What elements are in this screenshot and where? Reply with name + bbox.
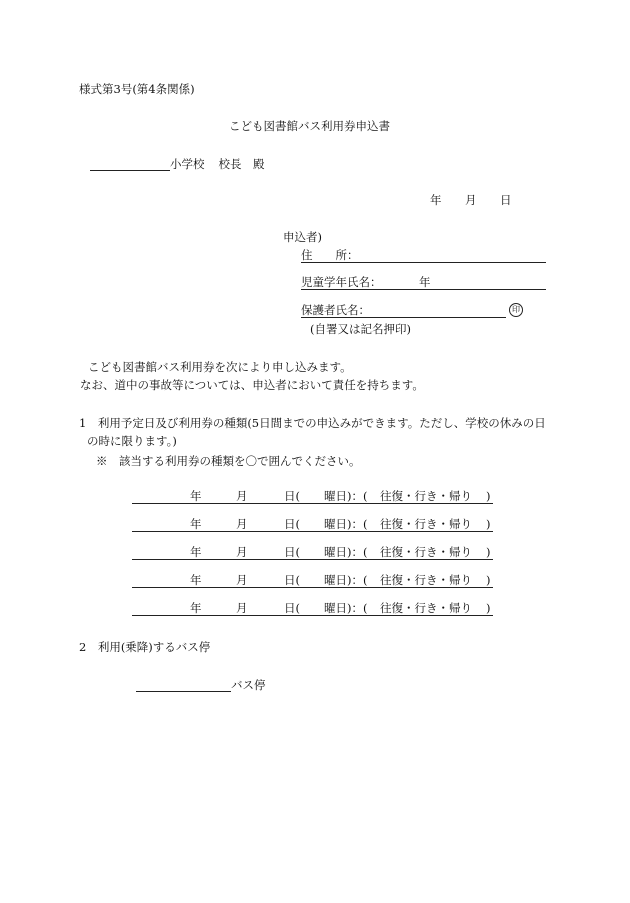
document-title: こども図書館バス利用券申込書	[229, 119, 390, 133]
row-day: 日(	[284, 573, 300, 587]
row-month: 月	[236, 517, 248, 531]
row-weekday: 曜日)：(	[324, 489, 368, 503]
section1-line-2: の時に限ります。)	[87, 434, 177, 448]
school-suffix: 小学校	[170, 157, 205, 171]
row-weekday: 曜日)：(	[324, 601, 368, 615]
row-year: 年	[190, 573, 202, 587]
row-close: )	[486, 545, 491, 559]
date-day: 日	[500, 193, 512, 207]
row-day: 日(	[284, 545, 300, 559]
bus-stop-suffix: バス停	[231, 678, 266, 692]
section2-heading: 2 利用(乗降)するバス停	[79, 640, 211, 654]
child-label: 児童学年氏名：	[301, 275, 382, 289]
usage-row[interactable]	[132, 517, 493, 532]
child-grade-label: 年	[419, 275, 431, 289]
row-month: 月	[236, 573, 248, 587]
intro-line-1: こども図書館バス利用券を次により申し込みます。	[88, 360, 352, 374]
row-weekday: 曜日)：(	[324, 517, 368, 531]
usage-row[interactable]	[132, 545, 493, 560]
school-name-field[interactable]	[90, 156, 170, 171]
row-close: )	[486, 601, 491, 615]
row-day: 日(	[284, 601, 300, 615]
row-year: 年	[190, 517, 202, 531]
date-year: 年	[430, 193, 442, 207]
address-label: 住 所：	[301, 248, 359, 262]
row-ticket-options[interactable]: 往復・行き・帰り	[380, 573, 472, 587]
usage-row[interactable]	[132, 573, 493, 588]
row-year: 年	[190, 601, 202, 615]
usage-row[interactable]	[132, 489, 493, 504]
row-day: 日(	[284, 517, 300, 531]
row-ticket-options[interactable]: 往復・行き・帰り	[380, 489, 472, 503]
row-weekday: 曜日)：(	[324, 573, 368, 587]
row-ticket-options[interactable]: 往復・行き・帰り	[380, 601, 472, 615]
address-field[interactable]	[301, 262, 546, 263]
row-day: 日(	[284, 489, 300, 503]
row-year: 年	[190, 489, 202, 503]
applicant-heading: 申込者)	[283, 230, 322, 244]
addressee-line	[90, 156, 265, 171]
signature-note: (自署又は記名押印)	[310, 322, 411, 336]
row-ticket-options[interactable]: 往復・行き・帰り	[380, 517, 472, 531]
intro-line-2: なお、道中の事故等については、申込者において責任を持ちます。	[80, 378, 424, 392]
section1-note: ※ 該当する利用券の種類を〇で囲んでください。	[96, 454, 361, 468]
seal-icon: 印	[509, 303, 523, 317]
row-month: 月	[236, 545, 248, 559]
guardian-label: 保護者氏名：	[301, 303, 370, 317]
row-weekday: 曜日)：(	[324, 545, 368, 559]
row-month: 月	[236, 601, 248, 615]
usage-row[interactable]	[132, 601, 493, 616]
guardian-field[interactable]	[301, 317, 506, 318]
row-close: )	[486, 573, 491, 587]
row-close: )	[486, 489, 491, 503]
bus-stop-line	[136, 677, 266, 692]
row-close: )	[486, 517, 491, 531]
date-month: 月	[465, 193, 477, 207]
child-field[interactable]	[301, 289, 546, 290]
section1-line-1: 1 利用予定日及び利用券の種類(5日間までの申込みができます。ただし、学校の休みの日	[79, 416, 546, 430]
bus-stop-field[interactable]	[136, 677, 231, 692]
row-year: 年	[190, 545, 202, 559]
form-number: 様式第3号(第4条関係)	[79, 82, 195, 96]
principal-label: 校長 殿	[218, 157, 265, 171]
row-ticket-options[interactable]: 往復・行き・帰り	[380, 545, 472, 559]
row-month: 月	[236, 489, 248, 503]
